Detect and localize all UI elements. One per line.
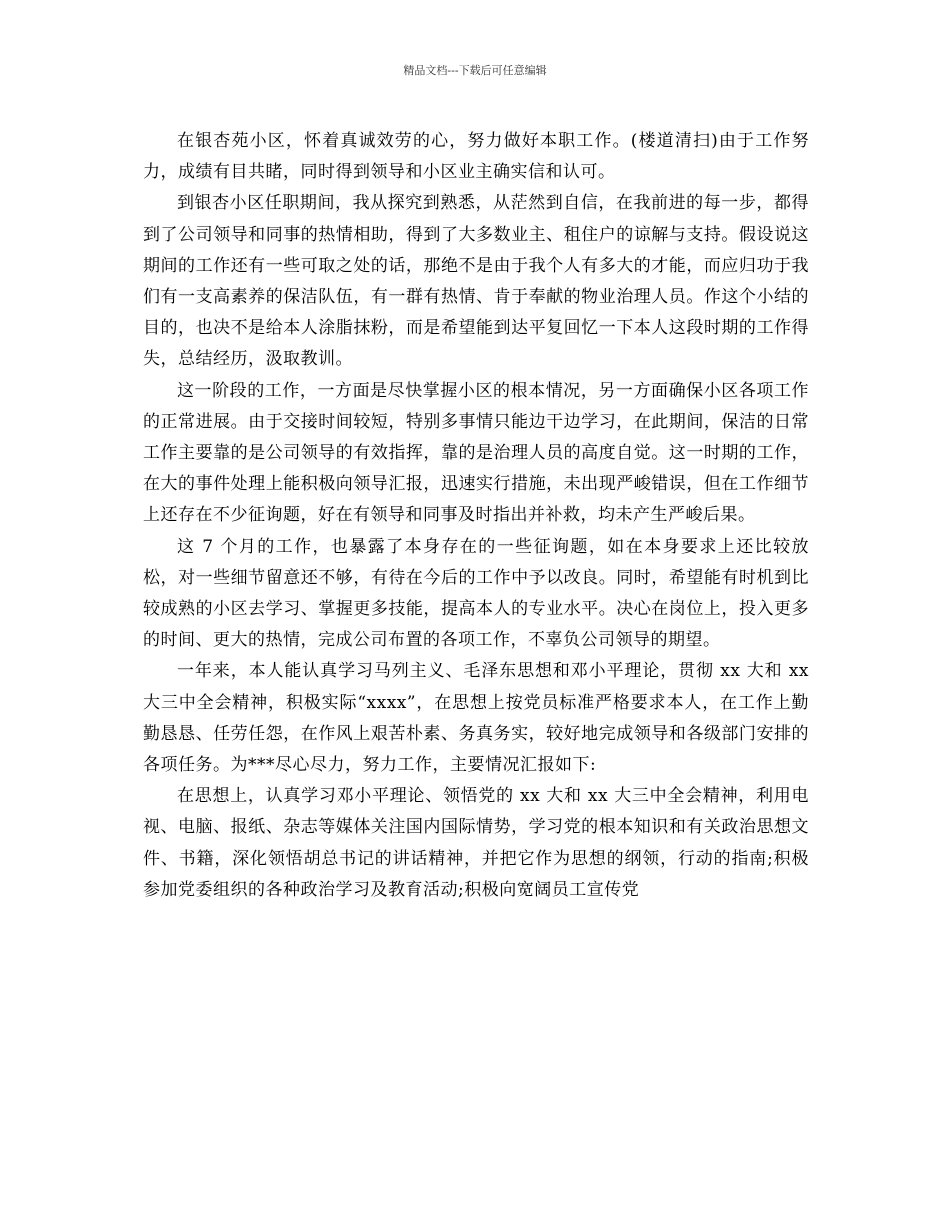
paragraph: 这一阶段的工作，一方面是尽快掌握小区的根本情况，另一方面确保小区各项工作的正常进展。由于交接时间较短，特别多事情只能边干边学习，在此期间，保洁的日常工作主要靠的是公司领导的有效指挥，靠的是治理人员的高度自觉。这一时期的工作，在大的事件处理上能积极向领导汇报，迅速实行措施，未出现严峻错误，但在工作细节上还存在不少征询题，好在有领导和同事及时指出并补救，均未产生严峻后果。 (143, 380, 809, 526)
paragraph: 在银杏苑小区，怀着真诚效劳的心，努力做好本职工作。(楼道清扫)由于工作努力，成绩有目共睹，同时得到领导和小区业主确实信和认可。 (143, 131, 809, 183)
page-header: 精品文档---下载后可任意编辑 (403, 64, 547, 77)
document-body (143, 126, 809, 906)
paragraph: 一年来，本人能认真学习马列主义、毛泽东思想和邓小平理论，贯彻 xx 大和 xx 大三中全会精神，积极实际“xxxx”，在思想上按党员标准严格要求本人，在工作上勤勤恳恳、任劳任怨，在作风上艰苦朴素、务真务实，较好地完成领导和各级部门安排的各项任务。为***尽心尽力，努力工作，主要情况汇报如下: (143, 661, 809, 776)
paragraph: 这 7 个月的工作，也暴露了本身存在的一些征询题，如在本身要求上还比较放松，对一些细节留意还不够，有待在今后的工作中予以改良。同时，希望能有时机到比较成熟的小区去学习、掌握更多技能，提高本人的专业水平。决心在岗位上，投入更多的时间、更大的热情，完成公司布置的各项工作，不辜负公司领导的期望。 (143, 536, 809, 651)
paragraph: 到银杏小区任职期间，我从探究到熟悉，从茫然到自信，在我前进的每一步，都得到了公司领导和同事的热情相助，得到了大多数业主、租住户的谅解与支持。假设说这期间的工作还有一些可取之处的话，那绝不是由于我个人有多大的才能，而应归功于我们有一支高素养的保洁队伍，有一群有热情、肯于奉献的物业治理人员。作这个小结的目的，也决不是给本人涂脂抹粉，而是希望能到达平复回忆一下本人这段时期的工作得失，总结经历，汲取教训。 (143, 193, 809, 370)
paragraph: 在思想上，认真学习邓小平理论、领悟党的 xx 大和 xx 大三中全会精神，利用电视、电脑、报纸、杂志等媒体关注国内国际情势，学习党的根本知识和有关政治思想文件、书籍，深化领悟胡总书记的讲话精神，并把它作为思想的纲领，行动的指南;积极参加党委组织的各种政治学习及教育活动;积极向宽阔员工宣传党 (143, 786, 809, 900)
